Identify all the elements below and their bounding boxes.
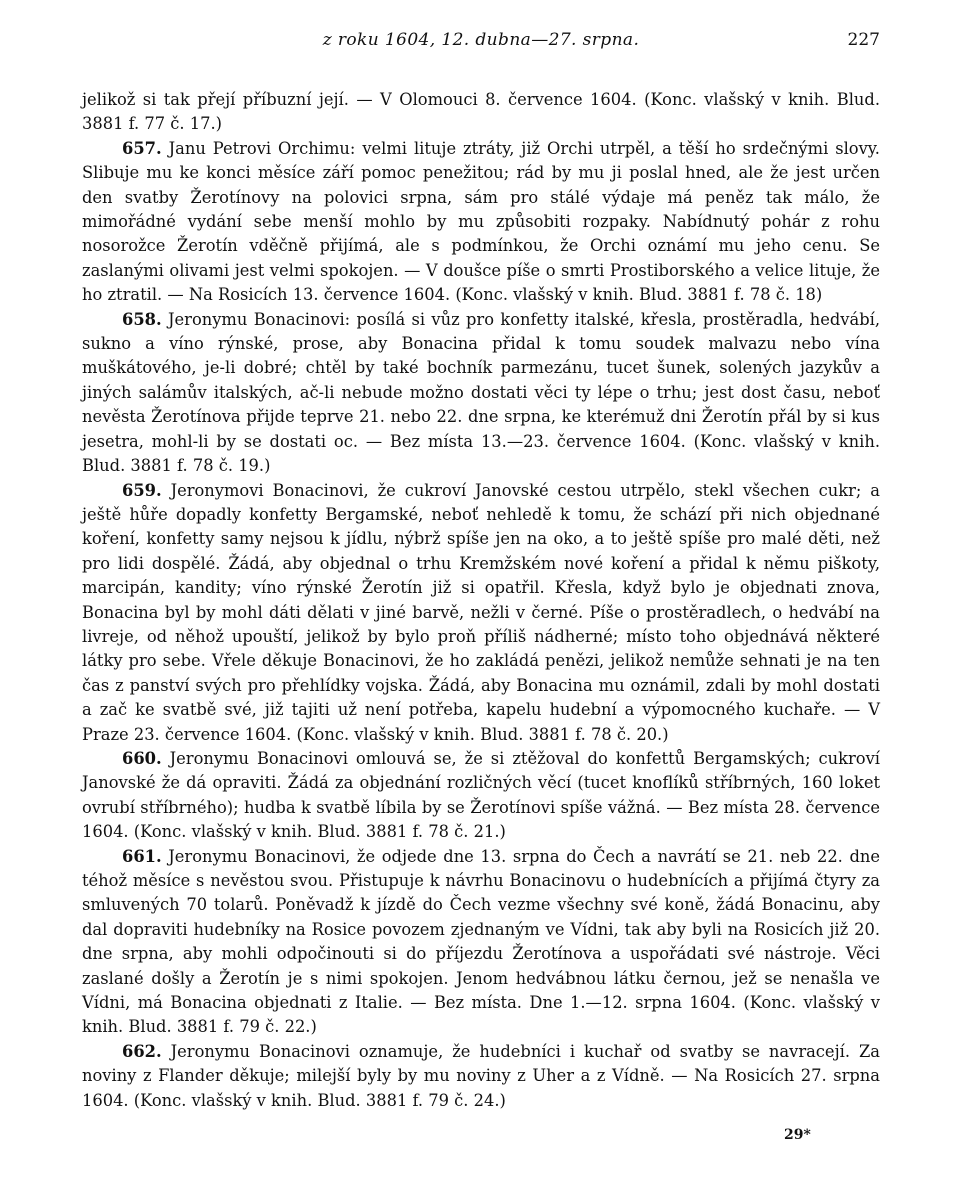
entry-657 xyxy=(82,137,880,308)
page-header xyxy=(82,30,880,54)
entry-text: Jeronymu Bonacinovi, že odjede dne 13. srpna do Čech a navrátí se 21. neb 22. dne téhož měsíce s nevěstou svou. Přistupuje k návrhu Bonacinovu o hudebnících a přijímá čtyry za smluvených 70 tolarů. Poněvadž k jízdě do Čech vezme všechny své koně, žádá Bonacinu, aby dal dopraviti hudebníky na Rosice povozem zjednaným ve Vídni, tak aby byli na Rosicích již 20. dne srpna, aby mohli odpočinouti si do příjezdu Žerotínova a uspořádati své nástroje. Věci zaslané došly a Žerotín je s nimi spokojen. Jenom hedvábnou látku černou, jež se nenašla ve Vídni, má Bonacina objednati z Italie. — Bez místa. Dne 1.—12. srpna 1604. (Konc. vlašský v knih. Blud. 3881 f. 79 č. 22.) xyxy=(82,846,880,1037)
running-head: z roku 1604, 12. dubna—27. srpna. xyxy=(322,30,640,50)
entry-number: 657. xyxy=(122,138,162,158)
page-number: 227 xyxy=(847,30,880,50)
entry-662 xyxy=(82,1040,880,1113)
entry-number: 661. xyxy=(122,846,162,866)
entry-659 xyxy=(82,479,880,747)
entry-661 xyxy=(82,845,880,1040)
entry-text: Jeronymu Bonacinovi: posílá si vůz pro konfetty italské, křesla, prostěradla, hedvábí, sukno a víno rýnské, prose, aby Bonacina přidal k tomu soudek malvazu nebo vína muškátového, je-li dobré; chtěl by také bochník parmezánu, tucet šunek, solených jazykův a jiných salámův italských, ač-li nebude možno dostati věci ty lépe o trhu; jest dost času, neboť nevěsta Žerotínova přijde teprve 21. nebo 22. dne srpna, ke kterémuž dni Žerotín přál by si kus jesetra, mohl-li by se dostati oc. — Bez místa 13.—23. července 1604. (Konc. vlašský v knih. Blud. 3881 f. 78 č. 19.) xyxy=(82,309,880,476)
continuation-paragraph: jelikož si tak přejí příbuzní její. — V Olomouci 8. července 1604. (Konc. vlašský v knih. Blud. 3881 f. 77 č. 17.) xyxy=(82,90,880,134)
entry-text: Janu Petrovi Orchimu: velmi lituje ztráty, již Orchi utrpěl, a těší ho srdečnými slovy. Slibuje mu ke konci měsíce září pomoc penežitou; rád by mu ji poslal hned, ale že jest určen den svatby Žerotínovy na polovici srpna, sám pro stálé výdaje má peněz tak málo, že mimořádné vydání sebe menší mohlo by mu způsobiti rozpaky. Nabídnutý pohár z rohu nosorožce Žerotín vděčně přijímá, ale s podmínkou, že Orchi oznámí mu jeho cenu. Se zaslanými olivami jest velmi spokojen. — V doušce píše o smrti Prostiborského a velice lituje, že ho ztratil. — Na Rosicích 13. července 1604. (Konc. vlašský v knih. Blud. 3881 f. 78 č. 18) xyxy=(82,138,880,305)
entry-text: Jeronymovi Bonacinovi, že cukroví Janovské cestou utrpělo, stekl všechen cukr; a ještě hůře dopadly konfetty Bergamské, neboť nehledě k tomu, že schází při nich objednané koření, konfetty samy nejsou k jídlu, nýbrž spíše jen na oko, a to ještě spíše pro malé děti, než pro lidi dospělé. Žádá, aby objednal o trhu Kremžském nové koření a přidal k němu piškoty, marcipán, kandity; víno rýnské Žerotín již si opatřil. Křesla, když bylo je objednati znova, Bonacina byl by mohl dáti dělati v jiné barvě, nežli v černé. Píše o prostěradlech, o hedvábí na livreje, od něhož upouští, jelikož by bylo proň příliš nádherné; místo toho objednává některé látky pro sebe. Vřele děkuje Bonacinovi, že ho zakládá penězi, jelikož nemůže sehnati je na ten čas z panství svých pro přehlídky vojska. Žádá, aby Bonacina mu oznámil, zdali by mohl dostati a zač ke svatbě své, již tajiti už není potřeba, kapelu hudební a výpomocného kuchaře. — V Praze 23. července 1604. (Konc. vlašský v knih. Blud. 3881 f. 78 č. 20.) xyxy=(82,480,880,744)
entry-text: Jeronymu Bonacinovi oznamuje, že hudebníci i kuchař od svatby se navracejí. Za noviny z Flander děkuje; milejší byly by mu noviny z Uher a z Vídně. — Na Rosicích 27. srpna 1604. (Konc. vlašský v knih. Blud. 3881 f. 79 č. 24.) xyxy=(82,1041,880,1110)
entry-number: 660. xyxy=(122,748,162,768)
entry-text: Jeronymu Bonacinovi omlouvá se, že si ztěžoval do konfettů Bergamských; cukroví Janovské že dá opraviti. Žádá za objednání rozličných věcí (tucet knoflíků stříbrných, 160 loket ovrubí stříbrného); hudba k svatbě líbila by se Žerotínovi spíše vážná. — Bez místa 28. července 1604. (Konc. vlašský v knih. Blud. 3881 f. 78 č. 21.) xyxy=(82,748,880,842)
document-page xyxy=(82,30,880,1113)
entry-658 xyxy=(82,308,880,479)
signature-mark: 29* xyxy=(784,1127,811,1143)
entry-number: 658. xyxy=(122,309,162,329)
entry-number: 662. xyxy=(122,1041,162,1061)
entry-660 xyxy=(82,747,880,845)
entry-number: 659. xyxy=(122,480,162,500)
